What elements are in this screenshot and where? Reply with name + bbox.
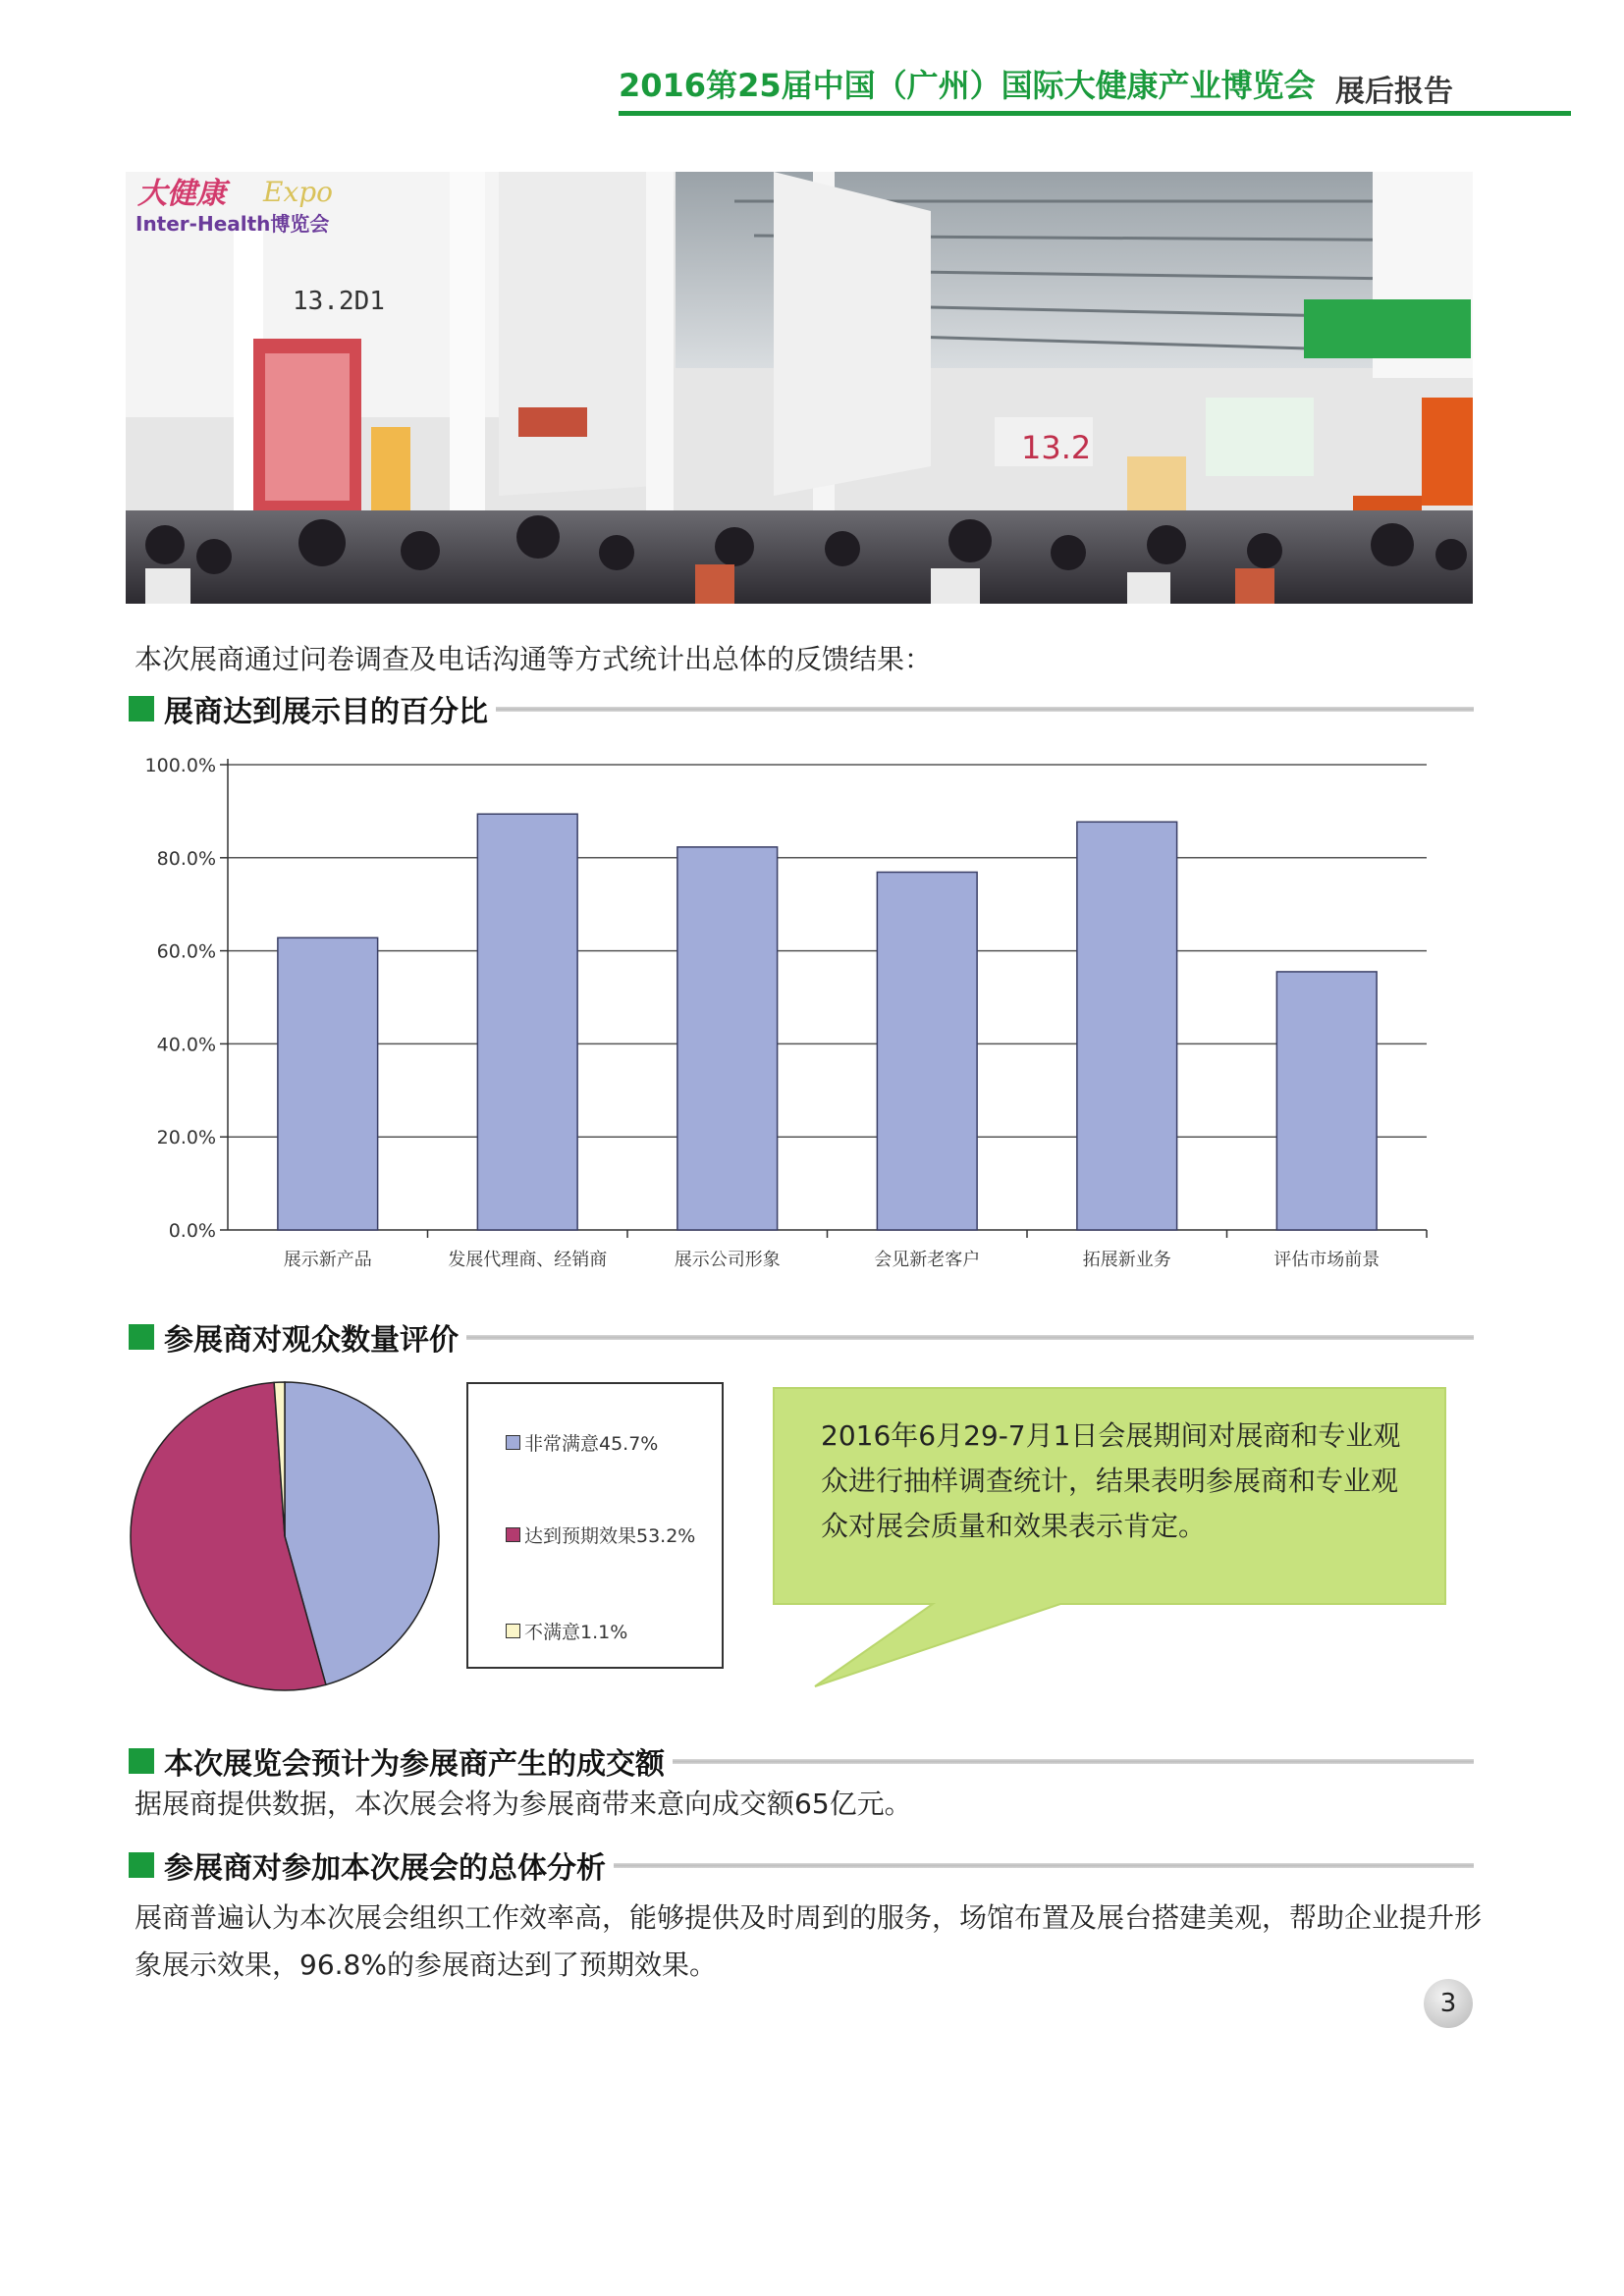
legend-item xyxy=(506,1429,658,1456)
legend-swatch xyxy=(506,1624,520,1638)
section-heading-deal-volume xyxy=(129,1739,1474,1783)
logo-en: Inter-Health博览会 xyxy=(135,212,330,236)
legend-label: 达到预期效果53.2% xyxy=(524,1525,696,1547)
x-tick-label: 展示公司形象 xyxy=(674,1250,781,1270)
legend-item xyxy=(506,1618,627,1644)
header-rule xyxy=(619,111,1571,116)
x-tick-label: 会见新老客户 xyxy=(874,1250,981,1270)
section-heading-audience-rating xyxy=(129,1315,1474,1359)
logo-expo: Expo xyxy=(263,176,334,208)
y-tick-label: 100.0% xyxy=(144,755,216,776)
section-rule xyxy=(496,707,1474,712)
bubble-line: 2016年6月29-7月1日会展期间对展商和专业观 xyxy=(821,1419,1401,1452)
bubble-line: 众进行抽样调查统计，结果表明参展商和专业观 xyxy=(821,1465,1399,1497)
bar-chart-display-goals xyxy=(118,746,1443,1296)
legend-label: 不满意1.1% xyxy=(524,1622,628,1643)
section-title: 本次展览会预计为参展商产生的成交额 xyxy=(164,1747,665,1782)
y-tick-label: 0.0% xyxy=(168,1220,216,1242)
bar xyxy=(1276,972,1377,1230)
section-marker xyxy=(129,696,154,721)
legend-swatch xyxy=(506,1527,520,1542)
intro-text: 本次展商通过问卷调查及电话沟通等方式统计出总体的反馈结果： xyxy=(135,643,933,675)
booth-label: 13.2D1 xyxy=(293,287,385,316)
section-marker xyxy=(129,1748,154,1774)
bar xyxy=(278,937,378,1230)
bar xyxy=(1077,822,1177,1230)
x-tick-label: 拓展新业务 xyxy=(1082,1250,1171,1270)
section-title: 展商达到展示目的百分比 xyxy=(164,695,488,729)
bubble-line: 众对展会质量和效果表示肯定。 xyxy=(821,1510,1207,1542)
x-tick-label: 展示新产品 xyxy=(283,1250,372,1270)
legend-label: 非常满意45.7% xyxy=(524,1433,659,1455)
section-title: 参展商对观众数量评价 xyxy=(164,1323,459,1358)
section-rule xyxy=(466,1335,1474,1340)
section-marker xyxy=(129,1852,154,1878)
report-subtitle: 展后报告 xyxy=(1335,75,1453,109)
y-tick-label: 40.0% xyxy=(156,1034,216,1056)
pie-chart-audience-rating xyxy=(128,1379,442,1693)
x-tick-label: 发展代理商、经销商 xyxy=(448,1250,608,1270)
report-title: 2016第25届中国（广州）国际大健康产业博览会 xyxy=(619,67,1316,104)
legend-item xyxy=(506,1522,695,1548)
bar xyxy=(677,847,778,1230)
pie-legend xyxy=(466,1382,724,1669)
section-rule xyxy=(614,1863,1474,1868)
legend-swatch xyxy=(506,1435,520,1450)
bubble-text xyxy=(821,1414,1430,1549)
logo-cn: 大健康 xyxy=(137,177,226,211)
section-rule xyxy=(673,1759,1474,1764)
hall-sign: 13.2 xyxy=(1021,429,1092,466)
page-number: 3 xyxy=(1424,1979,1473,2028)
y-tick-label: 60.0% xyxy=(156,940,216,963)
overall-analysis-text: 展商普遍认为本次展会组织工作效率高，能够提供及时周到的服务，场馆布置及展台搭建美观，帮助企业提升形象展示效果，96.8%的参展商达到了预期效果。 xyxy=(135,1901,1483,1981)
y-tick-label: 20.0% xyxy=(156,1127,216,1149)
section-marker xyxy=(129,1324,154,1350)
expo-hall-photo xyxy=(126,172,1473,604)
bar xyxy=(477,814,577,1230)
bar xyxy=(877,872,977,1230)
section-heading-overall-analysis xyxy=(129,1843,1474,1887)
x-tick-label: 评估市场前景 xyxy=(1273,1250,1380,1270)
y-tick-label: 80.0% xyxy=(156,847,216,870)
section-heading-display-goals xyxy=(129,687,1474,730)
deal-volume-text: 据展商提供数据，本次展会将为参展商带来意向成交额65亿元。 xyxy=(135,1788,912,1820)
section-title: 参展商对参加本次展会的总体分析 xyxy=(164,1851,606,1886)
